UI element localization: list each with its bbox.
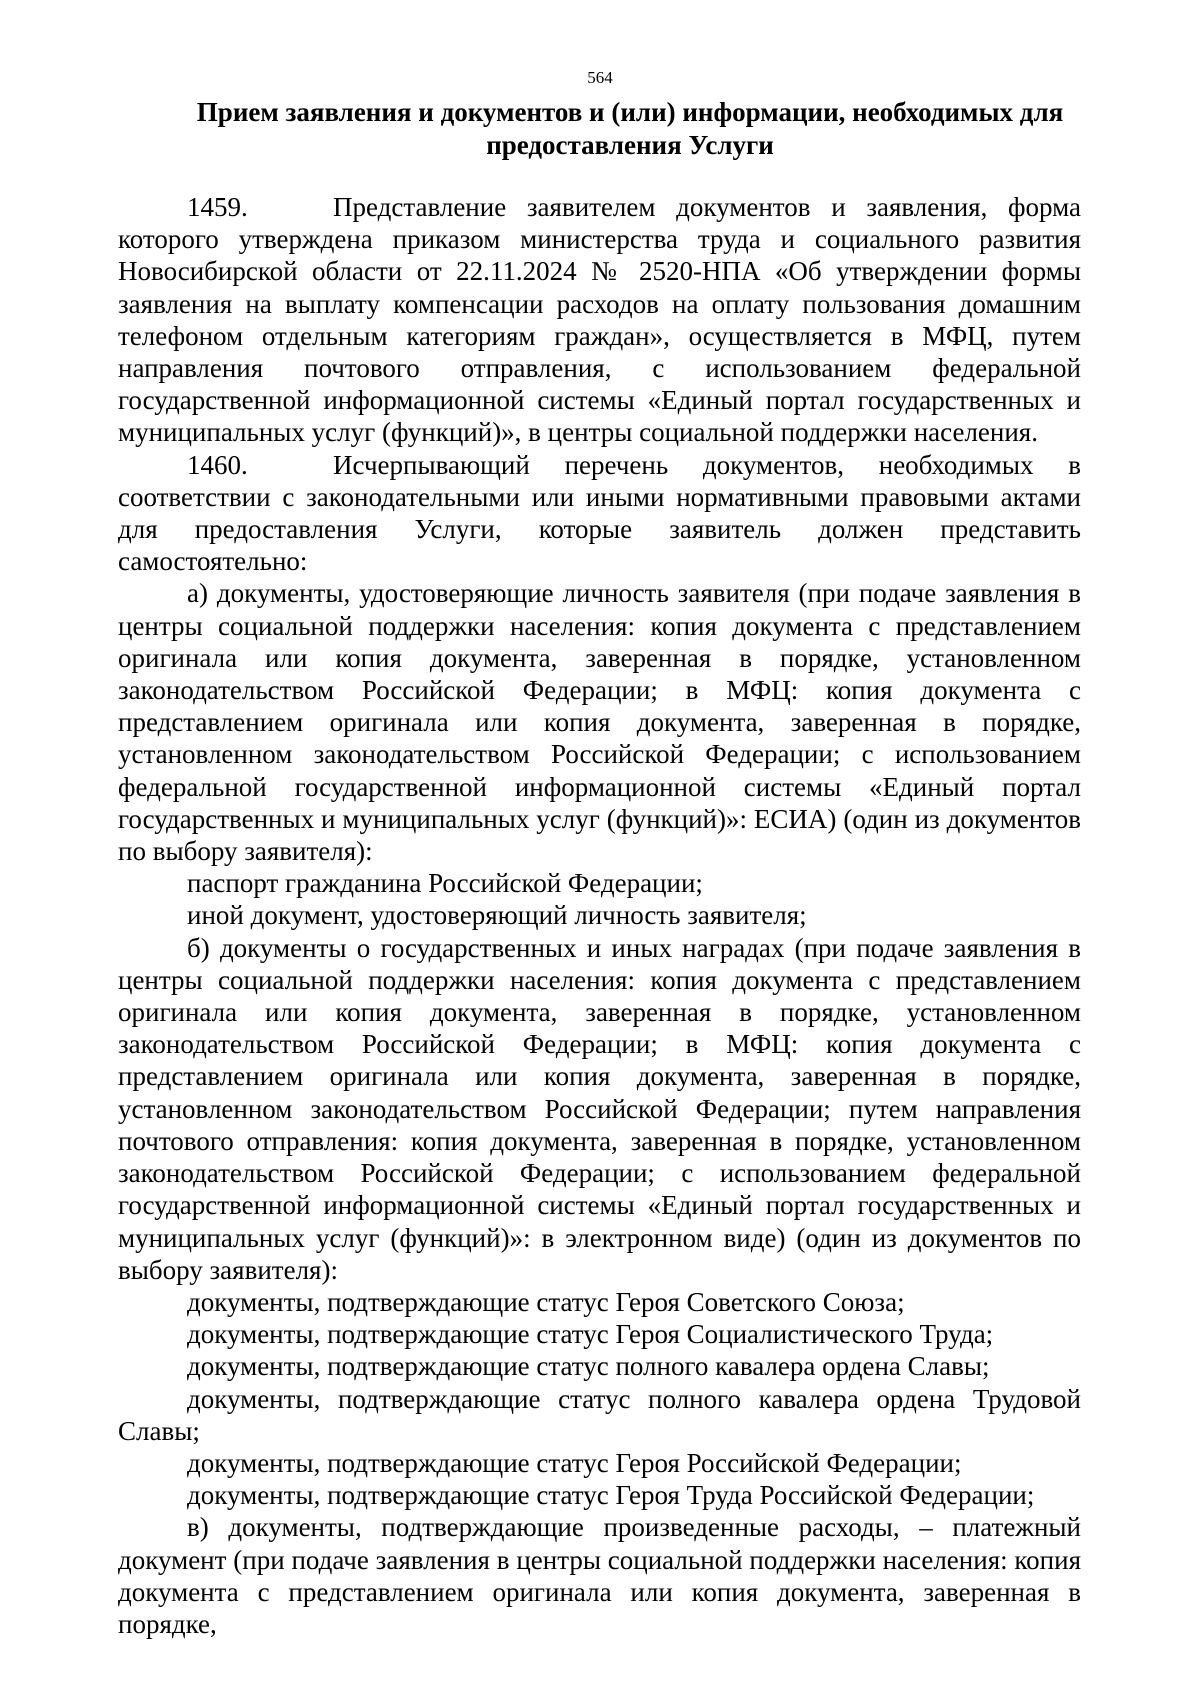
list-item: паспорт гражданина Российской Федерации; — [187, 868, 703, 899]
paragraph-text: Исчерпывающий перечень документов, необходимых в соответствии с законодательными или иными нормативными правовыми актами для предоставления Услуги, которые заявитель должен представить самостоятельно: — [118, 449, 1081, 577]
document-body — [118, 191, 1081, 1640]
list-item: документы, подтверждающие статус Героя Социалистического Труда; — [187, 1319, 994, 1350]
list-item: документы, подтверждающие статус полного кавалера ордена Трудовой Славы; — [118, 1383, 1081, 1446]
subparagraph-a: а) документы, удостоверяющие личность заявителя (при подаче заявления в центры социальной поддержки населения: копия документа с представлением оригинала или копия документа, заверенная в порядке, установленном законодательством Российской Федерации; в МФЦ: копия документа с представлением оригинала или копия документа, заверенная в порядке, установленном законодательством Российской Федерации; с использованием федеральной государственной информационной системы «Единый портал государственных и муниципальных услуг (функций)»: ЕСИА) (один из документов по выбору заявителя): — [118, 578, 1081, 867]
paragraph-number: 1460. — [187, 449, 248, 480]
list-item: документы, подтверждающие статус Героя Труда Российской Федерации; — [187, 1480, 1035, 1511]
paragraph-number: 1459. — [187, 192, 248, 222]
list-item: документы, подтверждающие статус Героя Российской Федерации; — [187, 1447, 962, 1478]
list-item: документы, подтверждающие статус полного кавалера ордена Славы; — [187, 1351, 990, 1382]
paragraph-1459 — [118, 191, 1081, 449]
subparagraph-v: в) документы, подтверждающие произведенные расходы, – платежный документ (при подаче заявления в центры социальной поддержки населения: копия документа с представлением оригинала или копия документа, заверенная в порядке, — [118, 1512, 1081, 1639]
subparagraph-b: б) документы о государственных и иных наградах (при подаче заявления в центры социальной поддержки населения: копия документа с представлением оригинала или копия документа, заверенная в порядке, установленном законодательством Российской Федерации; в МФЦ: копия документа с представлением оригинала или копия документа, заверенная в порядке, установленном законодательством Российской Федерации; путем направления почтового отправления: копия документа, заверенная в порядке, установленном законодательством Российской Федерации; с использованием федеральной государственной информационной системы «Единый портал государственных и муниципальных услуг (функций)»: в электронном виде) (один из документов по выбору заявителя): — [118, 932, 1081, 1285]
list-item: иной документ, удостоверяющий личность заявителя; — [187, 900, 807, 931]
page-number: 564 — [587, 68, 613, 87]
section-heading: Прием заявления и документов и (или) информации, необходимых для предоставления Услуги — [196, 97, 1064, 160]
paragraph-text: Представление заявителем документов и заявления, форма которого утверждена приказом министерства труда и социального развития Новосибирской области от 22.11.2024 № 2520-НПА «Об утверждении формы заявления на выплату компенсации расходов на оплату пользования домашним телефоном отдельным категориям граждан», осуществляется в МФЦ, путем направления почтового отправления, с использованием федеральной государственной информационной системы «Единый портал государственных и муниципальных услуг (функций)», в центры социальной поддержки населения. — [118, 192, 1081, 448]
list-item: документы, подтверждающие статус Героя Советского Союза; — [187, 1286, 905, 1317]
paragraph-1460 — [118, 449, 1081, 578]
